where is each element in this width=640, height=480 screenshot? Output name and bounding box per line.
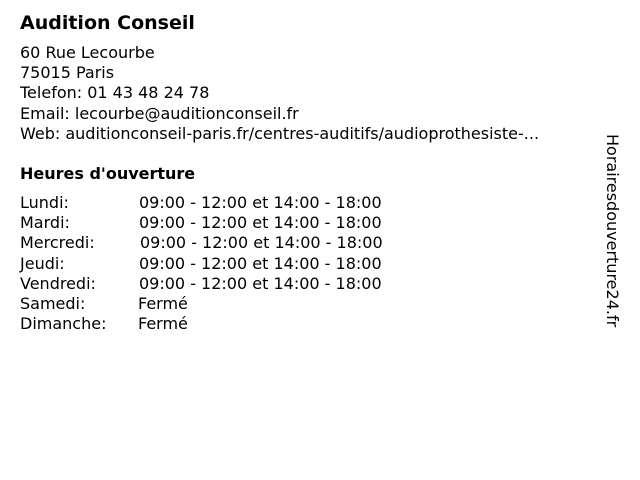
day-label: Dimanche: [20,314,107,334]
business-name: Audition Conseil [20,12,195,34]
day-label: Vendredi: [20,273,96,293]
phone-number: Telefon: 01 43 48 24 78 [20,83,210,103]
day-label: Mardi: [20,213,70,233]
day-hours: 09:00 - 12:00 et 14:00 - 18:00 [140,233,383,253]
business-contact [20,43,539,144]
city-postcode: 75015 Paris [20,63,115,83]
day-label: Jeudi: [20,253,65,273]
day-hours: 09:00 - 12:00 et 14:00 - 18:00 [139,193,382,212]
day-hours: 09:00 - 12:00 et 14:00 - 18:00 [139,273,382,293]
day-hours: 09:00 - 12:00 et 14:00 - 18:00 [139,213,382,233]
watermark-text: Horairesdouverture24.fr [603,134,622,328]
day-label: Lundi: [20,193,69,212]
day-hours: Fermé [138,314,188,334]
day-label: Samedi: [20,293,86,313]
day-hours: Fermé [138,293,188,313]
website-address: Web: auditionconseil-paris.fr/centres-auditifs/audioprothesiste-... [20,123,540,143]
day-label: Mercredi: [20,233,95,253]
email-address: Email: lecourbe@auditionconseil.fr [20,103,299,123]
street-address: 60 Rue Lecourbe [20,43,155,62]
opening-hours-heading: Heures d'ouverture [20,164,196,183]
day-hours: 09:00 - 12:00 et 14:00 - 18:00 [139,253,382,273]
